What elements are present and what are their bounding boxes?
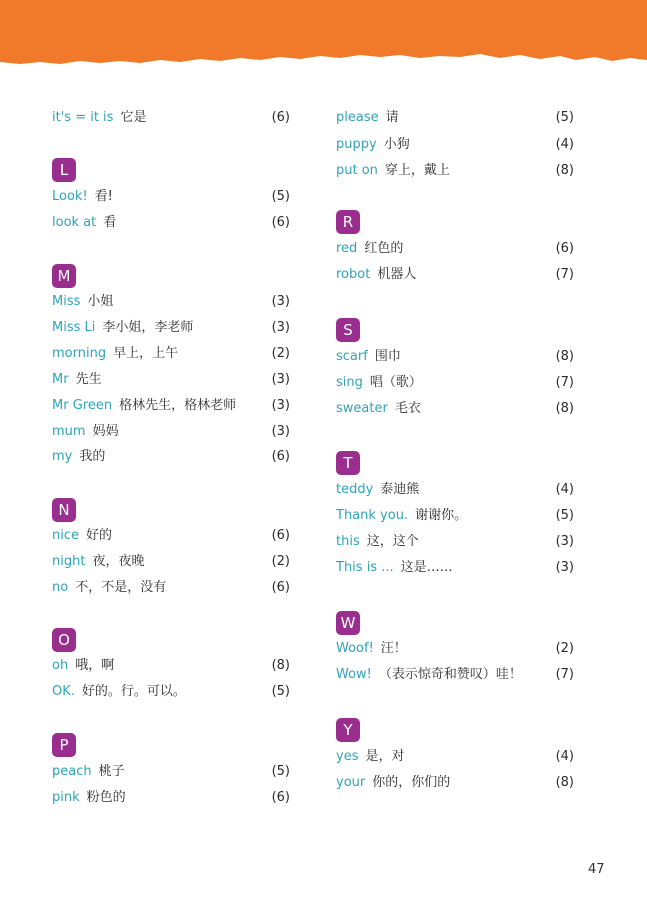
section-letter-m: M: [52, 264, 76, 288]
glossary-entry: [52, 578, 290, 598]
entry-translation: 这，这个: [366, 534, 419, 549]
glossary-entry: [336, 347, 574, 367]
entry-page-ref: (8): [555, 349, 574, 364]
entry-page-ref: (8): [555, 775, 574, 790]
entry-word: mum: [52, 424, 86, 439]
entry-translation: 我的: [79, 449, 106, 464]
entry-page-ref: (3): [271, 294, 290, 309]
entry-translation: 粉色的: [86, 790, 126, 805]
entry-word: no: [52, 580, 69, 595]
entry-translation: 穿上，戴上: [384, 163, 450, 178]
entry-translation: 机器人: [377, 267, 417, 282]
entry-translation: 你的，你们的: [372, 775, 451, 790]
entry-word: peach: [52, 764, 92, 779]
entry-page-ref: (3): [555, 560, 574, 575]
entry-translation: 看!: [94, 189, 113, 204]
glossary-entry: [336, 239, 574, 259]
entry-translation: 谢谢你。: [415, 508, 468, 523]
entry-word: Mr: [52, 372, 69, 387]
glossary-entry: [52, 344, 290, 364]
entry-word: nice: [52, 528, 79, 543]
entry-word: sweater: [336, 401, 388, 416]
entry-page-ref: (6): [271, 110, 290, 125]
entry-word: your: [336, 775, 366, 790]
glossary-entry: [52, 187, 290, 207]
entry-page-ref: (3): [271, 398, 290, 413]
entry-page-ref: (7): [555, 667, 574, 682]
entry-page-ref: (6): [271, 528, 290, 543]
entry-translation: 哦，啊: [75, 658, 115, 673]
entry-word: oh: [52, 658, 69, 673]
entry-word: Mr Green: [52, 398, 113, 413]
glossary-entry: [336, 639, 574, 659]
section-letter-l: L: [52, 158, 76, 182]
entry-word: OK.: [52, 684, 75, 699]
entry-page-ref: (5): [555, 110, 574, 125]
header-band: [0, 0, 647, 70]
glossary-entry: [52, 788, 290, 808]
entry-word: Miss: [52, 294, 81, 309]
glossary-entry: [52, 213, 290, 233]
entry-translation: 请: [385, 110, 399, 125]
glossary-entry: [336, 480, 574, 500]
glossary-entry: [52, 396, 290, 416]
entry-page-ref: (5): [271, 189, 290, 204]
entry-page-ref: (6): [271, 449, 290, 464]
entry-word: Look!: [52, 189, 88, 204]
glossary-entry: [336, 108, 574, 128]
entry-translation: 不，不是，没有: [75, 580, 167, 595]
entry-page-ref: (2): [555, 641, 574, 656]
section-letter-y: Y: [336, 718, 360, 742]
entry-word: put on: [336, 163, 378, 178]
section-letter-p: P: [52, 733, 76, 757]
entry-page-ref: (4): [555, 137, 574, 152]
entry-translation: 好的。行。可以。: [81, 684, 186, 699]
entry-word: morning: [52, 346, 107, 361]
glossary-entry: [336, 399, 574, 419]
entry-translation: 妈妈: [92, 424, 119, 439]
section-letter-t: T: [336, 451, 360, 475]
entry-translation: 红色的: [364, 241, 404, 256]
entry-translation: 小姐: [87, 294, 114, 309]
entry-translation: 李小姐，李老师: [102, 320, 194, 335]
glossary-entry: [52, 552, 290, 572]
entry-word: red: [336, 241, 358, 256]
entry-page-ref: (6): [271, 790, 290, 805]
entry-word: this: [336, 534, 360, 549]
entry-word: yes: [336, 749, 359, 764]
section-letter-o: O: [52, 628, 76, 652]
entry-page-ref: (4): [555, 749, 574, 764]
entry-word: look at: [52, 215, 97, 230]
entry-page-ref: (5): [271, 684, 290, 699]
entry-page-ref: (2): [271, 554, 290, 569]
page-number: 47: [588, 862, 605, 877]
glossary-entry: [52, 318, 290, 338]
entry-page-ref: (6): [271, 580, 290, 595]
entry-word: night: [52, 554, 86, 569]
entry-word: my: [52, 449, 73, 464]
entry-word: Wow!: [336, 667, 372, 682]
glossary-entry: [52, 682, 290, 702]
entry-word: Woof!: [336, 641, 374, 656]
entry-translation: 泰迪熊: [380, 482, 420, 497]
entry-translation: 小狗: [383, 137, 410, 152]
entry-page-ref: (7): [555, 375, 574, 390]
entry-word: it's = it is: [52, 110, 114, 125]
entry-translation: 看: [103, 215, 117, 230]
glossary-entry: [52, 656, 290, 676]
entry-word: robot: [336, 267, 371, 282]
glossary-entry: [336, 773, 574, 793]
entry-page-ref: (4): [555, 482, 574, 497]
entry-page-ref: (6): [271, 215, 290, 230]
entry-translation: 围巾: [374, 349, 401, 364]
glossary-entry: [52, 526, 290, 546]
entry-word: puppy: [336, 137, 377, 152]
glossary-entry: [52, 292, 290, 312]
section-letter-r: R: [336, 210, 360, 234]
entry-word: This is ...: [336, 560, 394, 575]
glossary-entry: [52, 762, 290, 782]
entry-translation: 它是: [120, 110, 147, 125]
entry-word: sing: [336, 375, 363, 390]
entry-page-ref: (3): [555, 534, 574, 549]
glossary-entry: [336, 161, 574, 181]
entry-translation: 桃子: [98, 764, 125, 779]
entry-word: scarf: [336, 349, 368, 364]
entry-translation: 格林先生，格林老师: [119, 398, 237, 413]
entry-translation: 好的: [86, 528, 113, 543]
entry-translation: 先生: [75, 372, 102, 387]
entry-word: Thank you.: [336, 508, 409, 523]
entry-page-ref: (7): [555, 267, 574, 282]
entry-page-ref: (6): [555, 241, 574, 256]
glossary-entry: [336, 135, 574, 155]
glossary-entry: [52, 108, 290, 128]
glossary-entry: [336, 373, 574, 393]
entry-word: please: [336, 110, 379, 125]
entry-word: teddy: [336, 482, 374, 497]
glossary-entry: [336, 506, 574, 526]
entry-page-ref: (8): [555, 401, 574, 416]
glossary-entry: [336, 265, 574, 285]
glossary-entry: [52, 422, 290, 442]
entry-page-ref: (3): [271, 320, 290, 335]
glossary-entry: [336, 747, 574, 767]
glossary-entry: [336, 665, 574, 685]
section-letter-w: W: [336, 611, 360, 635]
entry-page-ref: (5): [271, 764, 290, 779]
entry-translation: 毛衣: [394, 401, 421, 416]
entry-page-ref: (3): [271, 424, 290, 439]
entry-translation: 夜，夜晚: [92, 554, 145, 569]
entry-translation: 这是……: [400, 560, 453, 575]
entry-word: pink: [52, 790, 80, 805]
entry-page-ref: (8): [271, 658, 290, 673]
entry-page-ref: (2): [271, 346, 290, 361]
section-letter-s: S: [336, 318, 360, 342]
glossary-entry: [52, 447, 290, 467]
entry-translation: 早上，上午: [113, 346, 179, 361]
entry-page-ref: (8): [555, 163, 574, 178]
entry-translation: 汪！: [380, 641, 407, 656]
section-letter-n: N: [52, 498, 76, 522]
entry-translation: （表示惊奇和赞叹）哇！: [378, 667, 522, 682]
entry-translation: 唱（歌）: [369, 375, 422, 390]
entry-word: Miss Li: [52, 320, 96, 335]
entry-page-ref: (3): [271, 372, 290, 387]
glossary-entry: [336, 532, 574, 552]
entry-translation: 是，对: [365, 749, 405, 764]
glossary-entry: [52, 370, 290, 390]
glossary-entry: [336, 558, 574, 578]
entry-page-ref: (5): [555, 508, 574, 523]
